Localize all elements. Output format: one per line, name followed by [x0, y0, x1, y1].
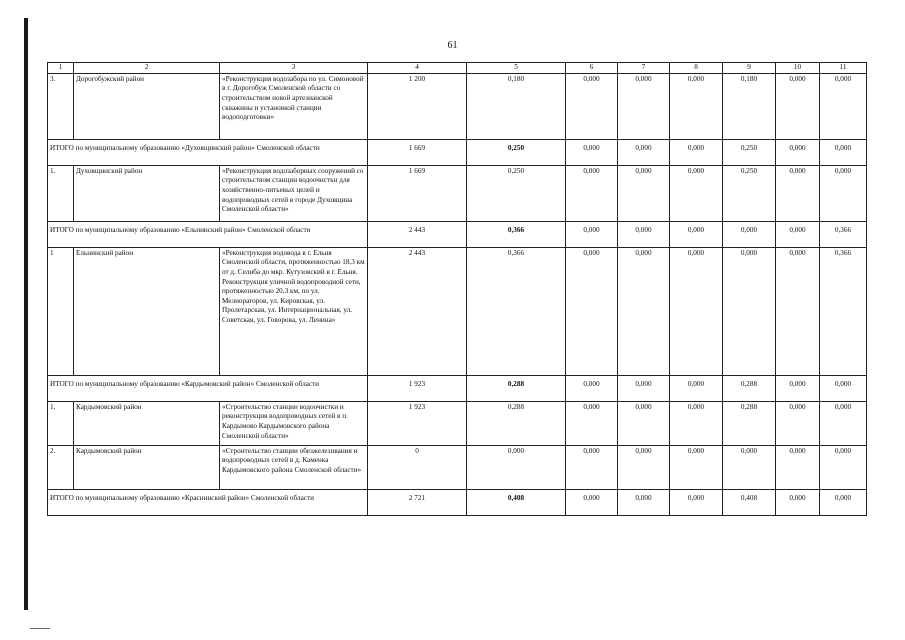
value-cell: 0,000: [723, 247, 776, 375]
value-cell: 2 721: [368, 489, 467, 515]
value-cell: 0,000: [776, 247, 820, 375]
value-cell: 0,000: [776, 139, 820, 165]
value-cell: 0,000: [670, 445, 723, 489]
table-row: [48, 445, 867, 489]
value-cell: 1 923: [368, 375, 467, 401]
value-cell: 0,000: [776, 401, 820, 445]
project-description: «Реконструкция водозаборных сооружений со строительством станции водоочистки для хозяйственно-питьевых целей и водопроводных сетей в городе Духовщина Смоленской области»: [220, 165, 368, 221]
table-row: [48, 247, 867, 375]
value-cell: 1 200: [368, 73, 467, 139]
value-cell: 0,000: [618, 165, 670, 221]
value-cell: 0,000: [566, 139, 618, 165]
value-cell: 0,000: [820, 73, 867, 139]
total-label: ИТОГО по муниципальному образованию «Духовщинский район» Смоленской области: [48, 139, 368, 165]
value-cell: 2 443: [368, 221, 467, 247]
value-cell: 0,000: [566, 401, 618, 445]
value-cell: 1 669: [368, 165, 467, 221]
value-cell: 0,288: [723, 401, 776, 445]
value-cell: 0,000: [670, 375, 723, 401]
value-cell: 0,250: [467, 139, 566, 165]
value-cell: 0,000: [566, 375, 618, 401]
table-row: [48, 401, 867, 445]
row-number: 2.: [48, 445, 74, 489]
column-number: 10: [776, 63, 820, 74]
value-cell: 0,250: [723, 165, 776, 221]
value-cell: 0,000: [566, 221, 618, 247]
column-number: 7: [618, 63, 670, 74]
value-cell: 0,000: [618, 73, 670, 139]
value-cell: 0,000: [723, 221, 776, 247]
value-cell: 0,288: [467, 375, 566, 401]
column-number: 6: [566, 63, 618, 74]
value-cell: 0,000: [566, 247, 618, 375]
district-name: Кардымовский район: [74, 445, 220, 489]
column-number: 3: [220, 63, 368, 74]
value-cell: 0,366: [467, 247, 566, 375]
column-number: 8: [670, 63, 723, 74]
district-name: Духовщинский район: [74, 165, 220, 221]
value-cell: 0,000: [618, 247, 670, 375]
value-cell: 0,000: [776, 445, 820, 489]
total-row: [48, 139, 867, 165]
total-label: ИТОГО по муниципальному образованию «Краснинский район» Смоленской области: [48, 489, 368, 515]
table-row: [48, 73, 867, 139]
value-cell: 0,000: [566, 489, 618, 515]
total-row: [48, 375, 867, 401]
value-cell: 0,288: [723, 375, 776, 401]
district-name: Ельнинский район: [74, 247, 220, 375]
value-cell: 0,000: [776, 221, 820, 247]
district-name: Кардымовский район: [74, 401, 220, 445]
value-cell: 0,000: [820, 489, 867, 515]
total-label: ИТОГО по муниципальному образованию «Кардымовский район» Смоленской области: [48, 375, 368, 401]
value-cell: 0,250: [723, 139, 776, 165]
project-description: «Строительство станции водоочистки и реконструкция водопроводных сетей в п. Кардымово Кардымовского района Смоленской области»: [220, 401, 368, 445]
value-cell: 0,000: [566, 165, 618, 221]
value-cell: 0,288: [467, 401, 566, 445]
district-name: Дорогобужский район: [74, 73, 220, 139]
row-number: 1: [48, 247, 74, 375]
project-description: «Реконструкция водовода в г. Ельня Смоленской области, протяженностью 18,3 км от д. Селиба до мкр. Кутузовский в г. Ельня. Реконструкция уличной водопроводной сети, протяженностью 20,3 км, по ул. Мелиораторов, ул. Кировская, ул. Пролетарская, ул. Интернациональная, ул. Советская, ул. Говорова, ул. Ленина»: [220, 247, 368, 375]
value-cell: 0,250: [467, 165, 566, 221]
total-row: [48, 489, 867, 515]
value-cell: 0,000: [776, 73, 820, 139]
column-number: 11: [820, 63, 867, 74]
value-cell: 0,366: [820, 221, 867, 247]
row-number: 3.: [48, 73, 74, 139]
value-cell: 0,000: [776, 489, 820, 515]
value-cell: 0,000: [723, 445, 776, 489]
total-row: [48, 221, 867, 247]
value-cell: 0,000: [670, 139, 723, 165]
row-number: 1.: [48, 401, 74, 445]
value-cell: 1 669: [368, 139, 467, 165]
column-number: 1: [48, 63, 74, 74]
project-description: «Строительство станции обезжелезивания и водопроводных сетей в д. Каменка Кардымовского района Смоленской области»: [220, 445, 368, 489]
value-cell: 0,000: [670, 165, 723, 221]
value-cell: 0,000: [820, 139, 867, 165]
value-cell: 0,000: [776, 165, 820, 221]
value-cell: 0,366: [820, 247, 867, 375]
column-number: 4: [368, 63, 467, 74]
value-cell: 0,000: [670, 489, 723, 515]
column-number: 2: [74, 63, 220, 74]
table-row: [48, 165, 867, 221]
scan-corner-mark: [30, 628, 50, 629]
value-cell: 0: [368, 445, 467, 489]
column-number: 5: [467, 63, 566, 74]
data-table: [47, 62, 867, 516]
column-number-row: [48, 63, 867, 74]
value-cell: 0,000: [776, 375, 820, 401]
value-cell: 0,000: [618, 445, 670, 489]
value-cell: 0,000: [618, 139, 670, 165]
value-cell: 0,000: [670, 401, 723, 445]
value-cell: 0,000: [566, 445, 618, 489]
value-cell: 0,366: [467, 221, 566, 247]
value-cell: 0,180: [723, 73, 776, 139]
value-cell: 0,000: [670, 221, 723, 247]
value-cell: 0,000: [820, 445, 867, 489]
value-cell: 0,000: [618, 489, 670, 515]
project-description: «Реконструкция водозабора по ул. Симоновой в г. Дорогобуж Смоленской области со строительством новой артезианской скважины и установкой станции водоподготовки»: [220, 73, 368, 139]
row-number: 1.: [48, 165, 74, 221]
total-label: ИТОГО по муниципальному образованию «Ельнинский район» Смоленской области: [48, 221, 368, 247]
value-cell: 0,000: [670, 73, 723, 139]
value-cell: 2 443: [368, 247, 467, 375]
value-cell: 0,408: [723, 489, 776, 515]
value-cell: 0,408: [467, 489, 566, 515]
scan-margin-line: [24, 18, 28, 610]
value-cell: 0,000: [618, 401, 670, 445]
value-cell: 1 923: [368, 401, 467, 445]
value-cell: 0,000: [566, 73, 618, 139]
value-cell: 0,000: [820, 401, 867, 445]
value-cell: 0,000: [618, 375, 670, 401]
value-cell: 0,000: [618, 221, 670, 247]
value-cell: 0,180: [467, 73, 566, 139]
value-cell: 0,000: [820, 375, 867, 401]
value-cell: 0,000: [820, 165, 867, 221]
page-number: 61: [447, 40, 458, 51]
column-number: 9: [723, 63, 776, 74]
value-cell: 0,000: [467, 445, 566, 489]
value-cell: 0,000: [670, 247, 723, 375]
